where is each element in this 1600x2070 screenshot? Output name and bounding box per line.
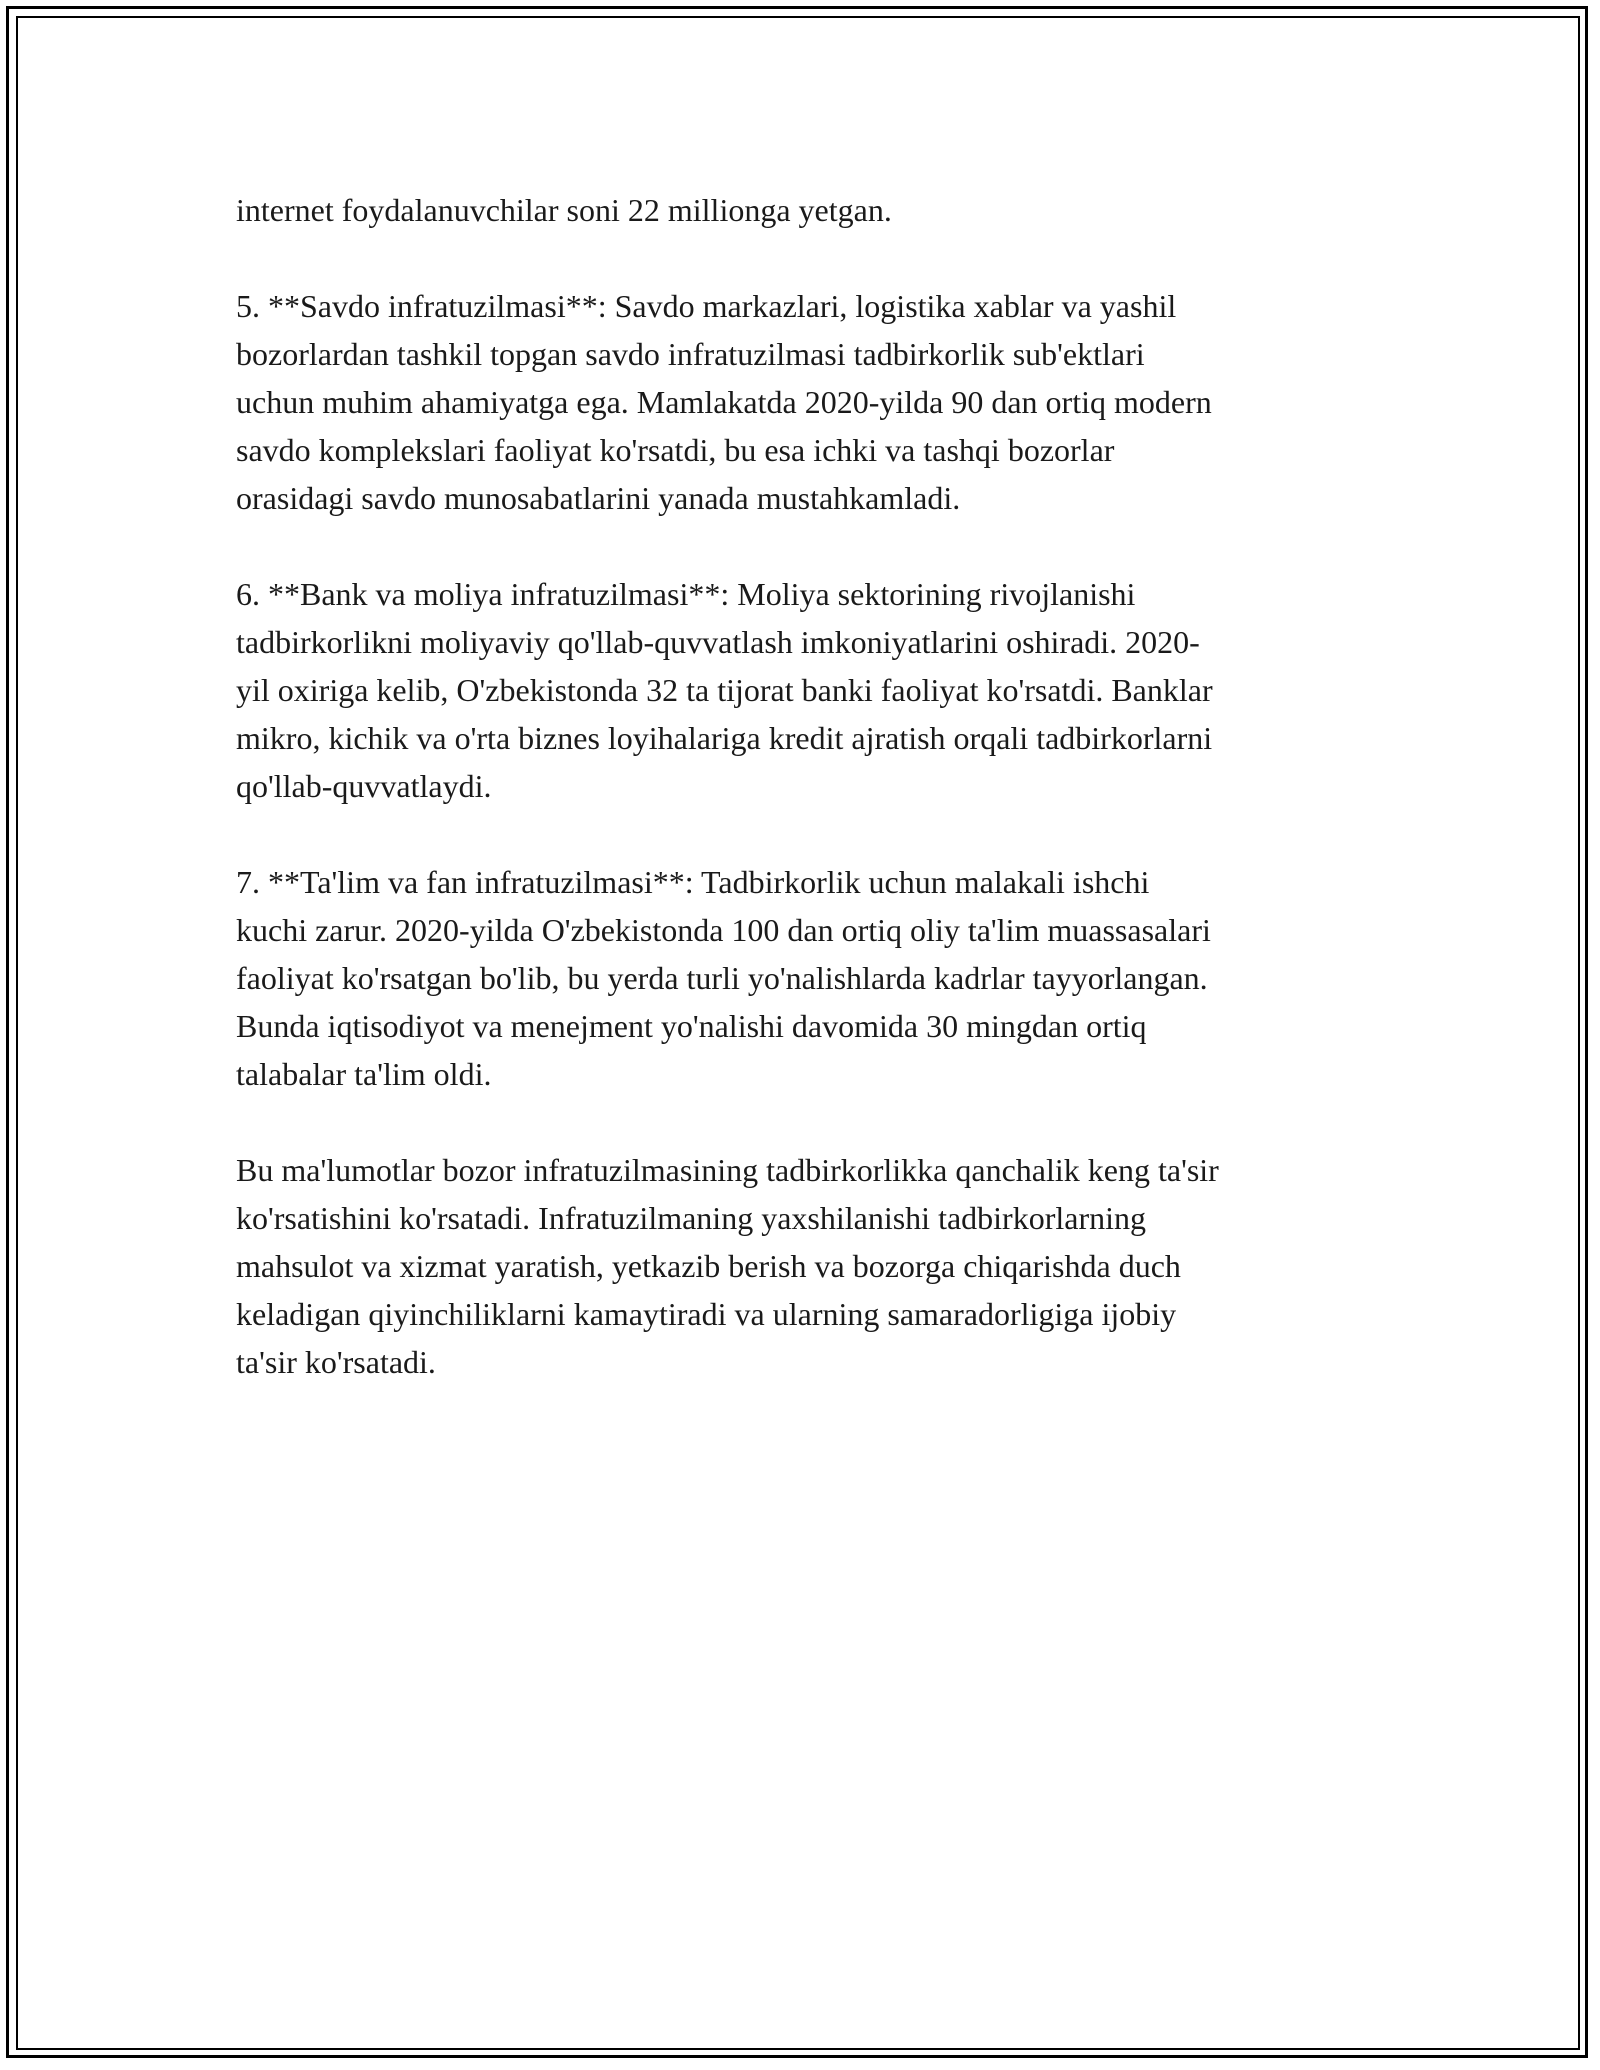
paragraph-bank-finance — [236, 570, 1386, 810]
text-line: qo'llab-quvvatlaydi. — [236, 768, 492, 804]
text-line: ta'sir ko'rsatadi. — [236, 1344, 436, 1380]
text-line: 6. **Bank va moliya infratuzilmasi**: Moliya sektorining rivojlanishi — [236, 576, 1136, 612]
paragraph-internet-users — [236, 186, 1386, 234]
text-line: ko'rsatishini ko'rsatadi. Infratuzilmaning yaxshilanishi tadbirkorlarning — [236, 1200, 1146, 1236]
text-line: orasidagi savdo munosabatlarini yanada mustahkamladi. — [236, 480, 961, 516]
text-line: faoliyat ko'rsatgan bo'lib, bu yerda turli yo'nalishlarda kadrlar tayyorlangan. — [236, 960, 1208, 996]
text-line: savdo komplekslari faoliyat ko'rsatdi, bu esa ichki va tashqi bozorlar — [236, 432, 1115, 468]
paragraph-education-science — [236, 858, 1386, 1098]
paragraph-trade-infrastructure — [236, 282, 1386, 522]
text-line: talabalar ta'lim oldi. — [236, 1056, 492, 1092]
text-line: 5. **Savdo infratuzilmasi**: Savdo markazlari, logistika xablar va yashil — [236, 288, 1177, 324]
text-line: uchun muhim ahamiyatga ega. Mamlakatda 2020-yilda 90 dan ortiq modern — [236, 384, 1212, 420]
paragraph-conclusion — [236, 1146, 1386, 1386]
text-line: 7. **Ta'lim va fan infratuzilmasi**: Tadbirkorlik uchun malakali ishchi — [236, 864, 1150, 900]
text-line: mahsulot va xizmat yaratish, yetkazib berish va bozorga chiqarishda duch — [236, 1248, 1181, 1284]
text-line: kuchi zarur. 2020-yilda O'zbekistonda 100 dan ortiq oliy ta'lim muassasalari — [236, 912, 1211, 948]
document-body — [236, 186, 1386, 1434]
text-line: Bunda iqtisodiyot va menejment yo'nalishi davomida 30 mingdan ortiq — [236, 1008, 1147, 1044]
text-line: tadbirkorlikni moliyaviy qo'llab-quvvatlash imkoniyatlarini oshiradi. 2020- — [236, 624, 1200, 660]
text-line: Bu ma'lumotlar bozor infratuzilmasining tadbirkorlikka qanchalik keng ta'sir — [236, 1152, 1219, 1188]
text-line: internet foydalanuvchilar soni 22 millionga yetgan. — [236, 192, 892, 228]
text-line: yil oxiriga kelib, O'zbekistonda 32 ta tijorat banki faoliyat ko'rsatdi. Banklar — [236, 672, 1213, 708]
text-line: keladigan qiyinchiliklarni kamaytiradi va ularning samaradorligiga ijobiy — [236, 1296, 1177, 1332]
text-line: bozorlardan tashkil topgan savdo infratuzilmasi tadbirkorlik sub'ektlari — [236, 336, 1145, 372]
text-line: mikro, kichik va o'rta biznes loyihalariga kredit ajratish orqali tadbirkorlarni — [236, 720, 1213, 756]
